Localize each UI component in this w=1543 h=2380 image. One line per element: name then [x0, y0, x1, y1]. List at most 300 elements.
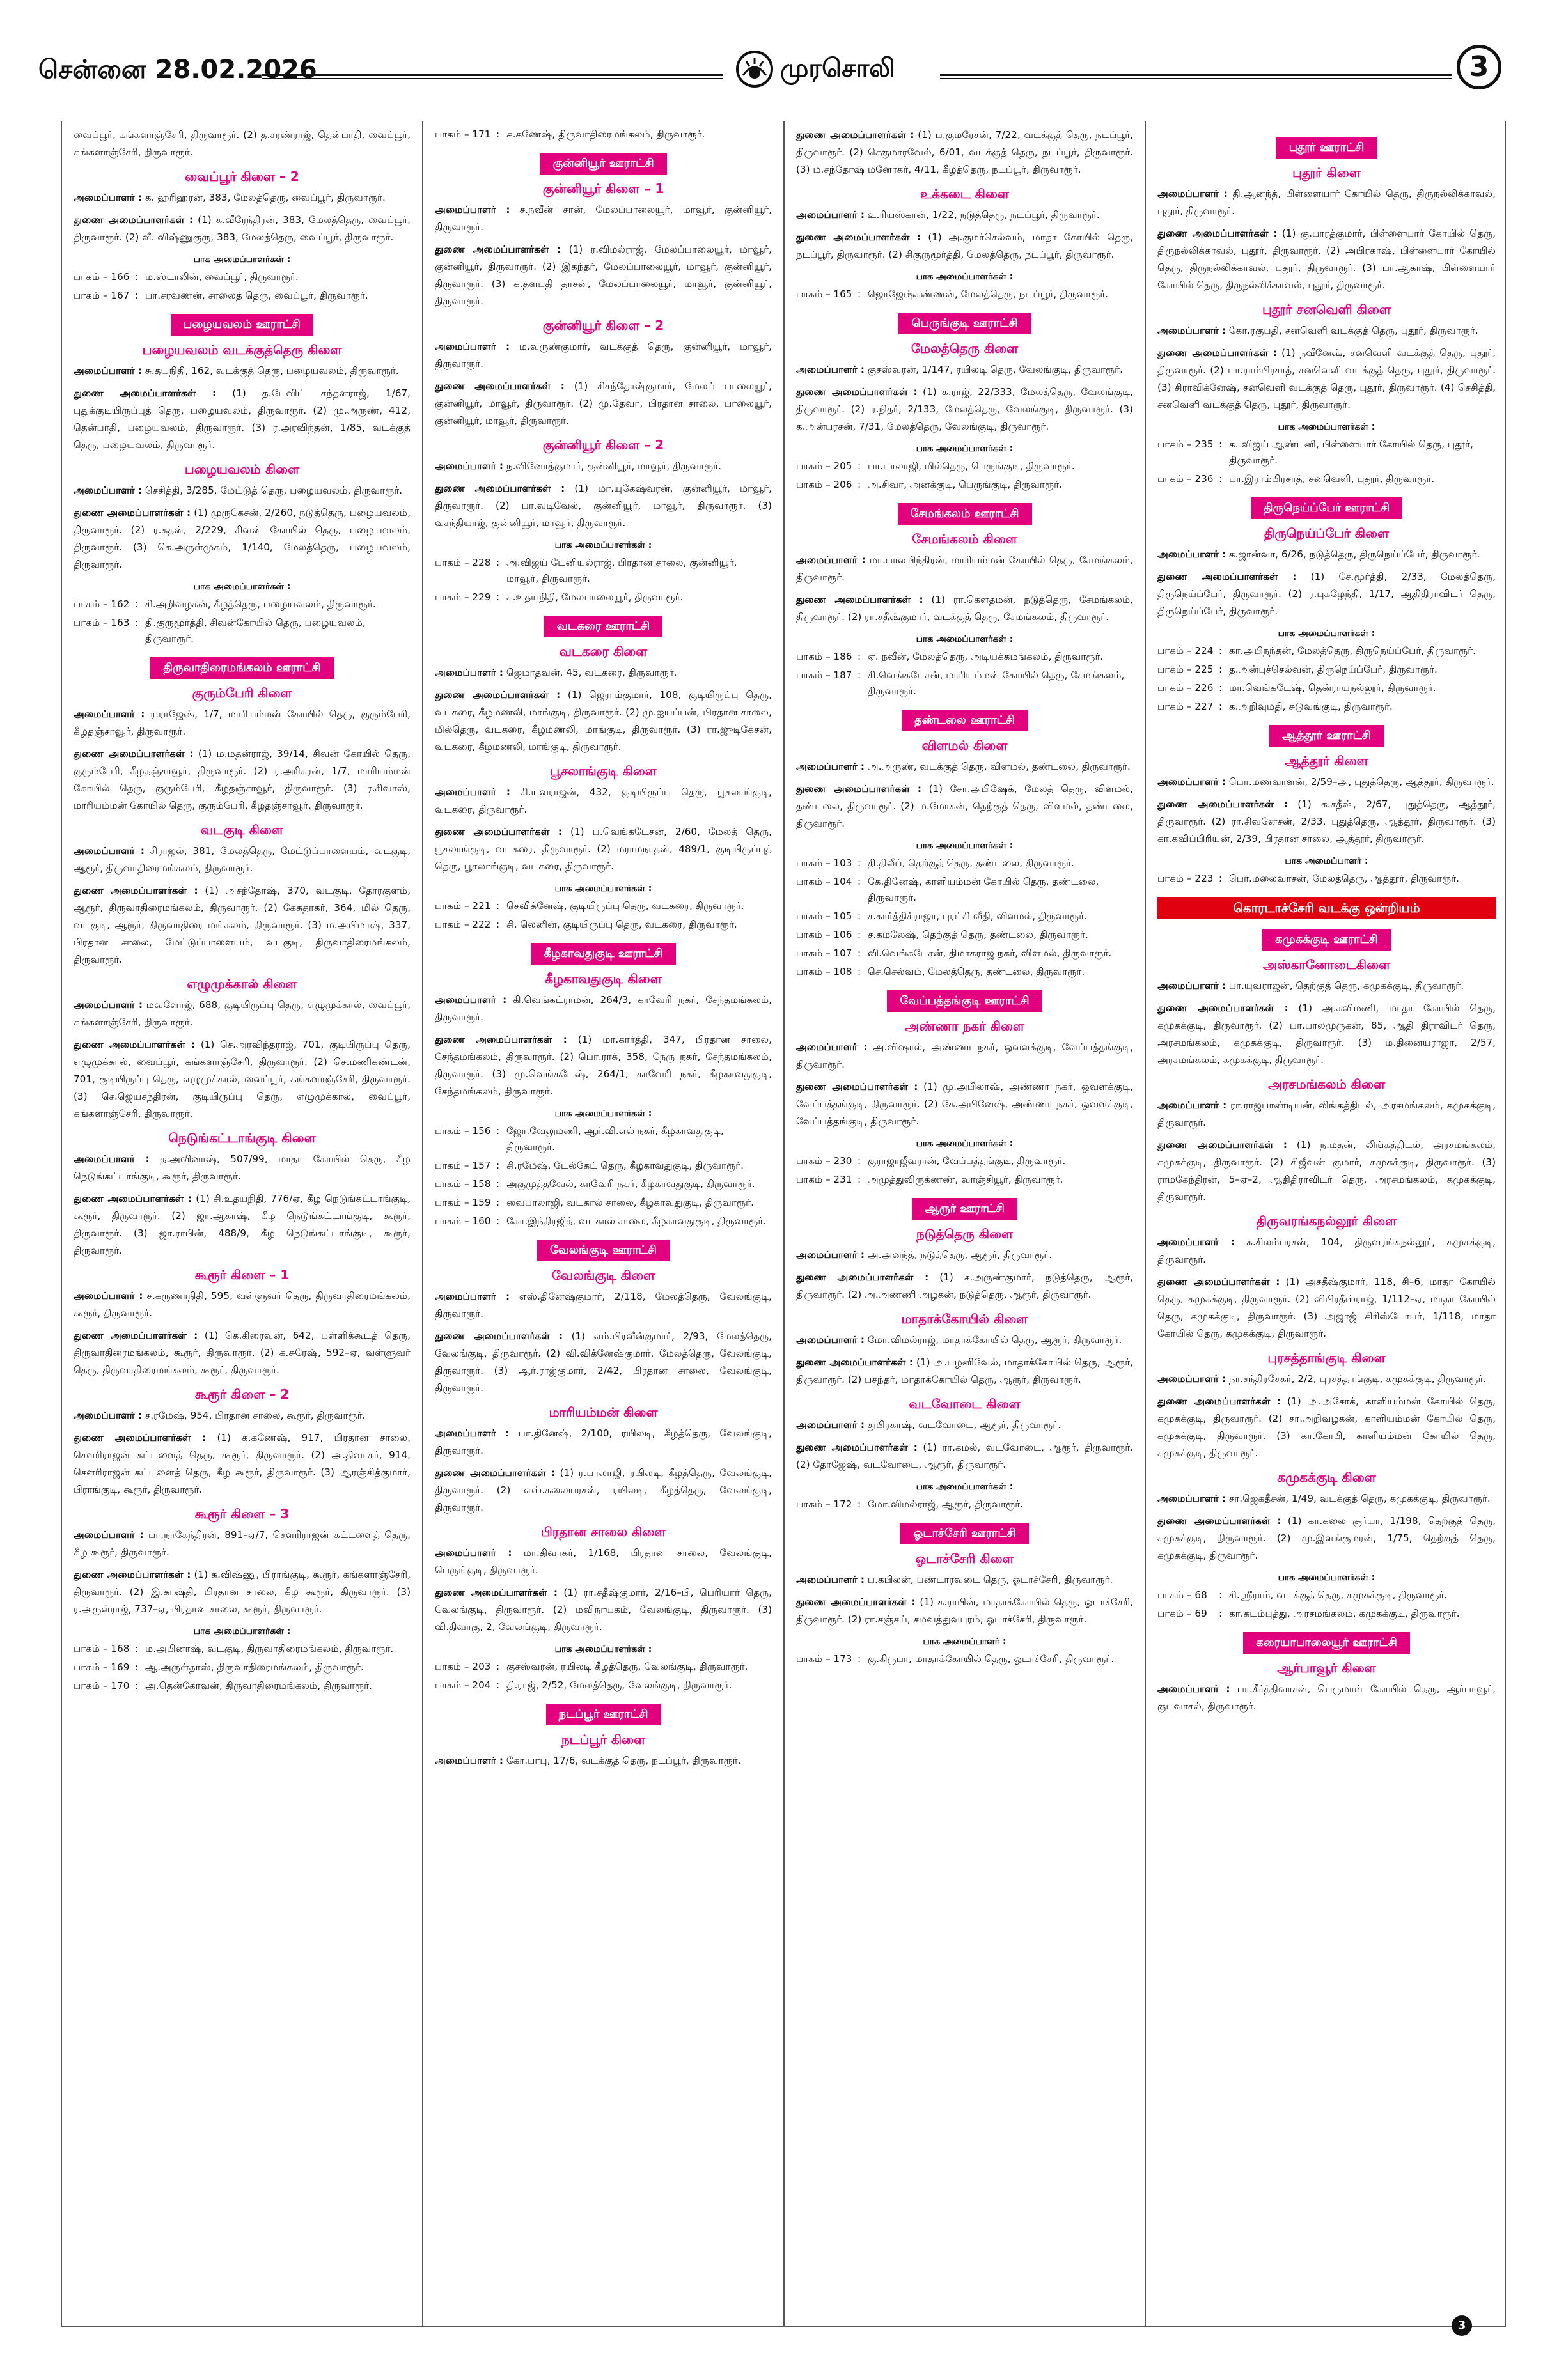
- member-details: (1) ரா.கௌதமன், நடுத்தெரு, சேமங்கலம், திருவாரூர். (2) ரா.சதீஷ்குமார், வடக்குத் தெரு, சேமங்கலம், திருவாரூர்.: [796, 594, 1133, 623]
- booth-entry: [1157, 1606, 1496, 1622]
- booth-section-heading: பாக அமைப்பாளர்கள் :: [193, 254, 291, 265]
- branch-heading: பிரதான சாலை கிளை: [540, 1524, 666, 1539]
- role-label: துணை அமைப்பாளர்கள் :: [796, 594, 923, 605]
- member-entry: [796, 1332, 1133, 1349]
- role-label: துணை அமைப்பாளர்கள் :: [74, 1432, 207, 1443]
- branch-heading: வேலங்குடி கிளை: [551, 1268, 655, 1283]
- member-entry: [435, 823, 772, 875]
- column-4: [1146, 121, 1507, 2326]
- member-entry: [74, 362, 411, 380]
- booth-entry: [796, 1651, 1133, 1667]
- member-entry: [1157, 1681, 1496, 1715]
- booth-colon: :: [496, 1178, 500, 1190]
- booth-entry: [435, 1158, 772, 1174]
- member-entry: [74, 1190, 411, 1259]
- member-entry: [796, 361, 1133, 378]
- booth-number: பாகம் – 156: [435, 1125, 491, 1137]
- role-label: துணை அமைப்பாளர்கள் :: [74, 507, 191, 518]
- member-entry: [796, 1247, 1133, 1264]
- role-label: துணை அமைப்பாளர்கள் :: [1157, 1139, 1287, 1151]
- article-grid: [61, 121, 1506, 2327]
- role-label: அமைப்பாளர் :: [435, 667, 504, 678]
- role-label: அமைப்பாளர் :: [796, 209, 865, 221]
- booth-section-heading: பாக அமைப்பாளர்கள் :: [916, 841, 1014, 851]
- booth-member: ம.அபினாஷ், வடகுடி, திருவாதிரைமங்கலம், திருவாரூர்.: [145, 1643, 394, 1654]
- booth-colon: :: [1219, 439, 1223, 450]
- booth-colon: :: [858, 651, 861, 662]
- booth-member: அமுத்துவிருக்ணண், வாஞ்சியூர், திருவாரூர்.: [868, 1174, 1063, 1185]
- booth-section-heading: பாக அமைப்பாளர்கள் :: [193, 582, 291, 592]
- member-entry: [74, 745, 411, 814]
- branch-heading: நெடுங்கட்டாங்குடி கிளை: [168, 1130, 316, 1146]
- role-label: துணை அமைப்பாளர்கள் :: [435, 1587, 558, 1598]
- booth-member: அ.தென்கோவன், திருவாதிரைமங்கலம், திருவாரூர்.: [145, 1680, 372, 1692]
- branch-heading: ஓடாச்சேரி கிளை: [915, 1551, 1014, 1566]
- member-details: (1) ஜெராம்குமார், 108, குடியிருப்பு தெரு, வடகரை, கீழமணலி, மாங்குடி, திருவாரூர். (2) மு.ஐயப்பன், பிரதான சாலை, மில்தெரு, வடகரை, கீழமணலி, மாங்குடி, திருவாரூர். (3) ரா.ஜுடிகேசன், வடகரை, கீழமணலி, மாங்குடி, திருவாரூர்.: [435, 689, 772, 752]
- member-entry: [796, 591, 1133, 626]
- booth-colon: :: [496, 1661, 500, 1672]
- booth-member: பொ.மலைவாசன், மேலத்தெரு, ஆத்தூர், திருவாரூர்.: [1229, 873, 1459, 884]
- role-label: அமைப்பாளர் :: [435, 204, 510, 215]
- role-label: அமைப்பாளர் :: [74, 485, 143, 496]
- booth-member: க.உதயநிதி, மேலபாலையூர், திருவாரூர்.: [506, 591, 684, 603]
- panchayat-banner: கீழகாவதுகுடி ஊராட்சி: [531, 943, 675, 965]
- member-entry: [435, 480, 772, 532]
- member-details: அ.விஷால், அண்ணா நகர், ஒவளக்குடி, வேப்பத்தங்குடி, திருவாரூர்.: [796, 1041, 1134, 1070]
- booth-entry: [435, 555, 772, 587]
- booth-number: பாகம் – 236: [1157, 473, 1214, 485]
- member-details: ரா.ராஜபாண்டியன், லிங்கத்திடல், அரசமங்கலம், கமுகக்குடி, திருவாரூர்.: [1157, 1100, 1496, 1128]
- booth-member: பா.சரவணன், சாலைத் தெரு, வைப்பூர், திருவாரூர்.: [145, 290, 368, 301]
- role-label: அமைப்பாளர் :: [1157, 188, 1228, 199]
- role-label: துணை அமைப்பாளர்கள் :: [435, 689, 561, 701]
- member-entry: [796, 1594, 1133, 1628]
- union-banner: கொரடாச்சேரி வடக்கு ஒன்றியம்: [1157, 897, 1496, 919]
- member-details: (1) சோ.அபிஷேக், மேலத் தெரு, விளமல், தண்டலை, திருவாரூர். (2) ம.மோகன், தெற்குத் தெரு, விளமல், தண்டலை, திருவாரூர்.: [796, 783, 1133, 829]
- member-details: ப.கபிலன், பண்டாரவடை தெரு, ஓடாச்சேரி, திருவாரூர்.: [867, 1574, 1113, 1585]
- member-details: ச.நவீன் சான், மேலப்பாலையூர், மாவூர், குன்னியூர், திருவாரூர்.: [435, 204, 772, 233]
- member-entry: [796, 1354, 1133, 1388]
- booth-member: மோ.விமல்ராஜ், ஆரூர், திருவாரூர்.: [868, 1498, 1023, 1510]
- booth-colon: :: [496, 919, 500, 930]
- booth-colon: :: [858, 460, 861, 472]
- booth-entry: [796, 855, 1133, 871]
- member-entry: [796, 1039, 1133, 1073]
- booth-colon: :: [1219, 1589, 1223, 1601]
- booth-member: ஜொஜேஷ்கண்ணன், மேலத்தெரு, நடப்பூர், திருவாரூர்.: [868, 288, 1109, 300]
- booth-member: அ.சிவா, அனக்குடி, பெருங்குடி, திருவாரூர்.: [868, 479, 1062, 490]
- member-entry: [435, 338, 772, 373]
- booth-number: பாகம் – 165: [796, 288, 852, 300]
- member-entry: [1157, 345, 1496, 414]
- booth-number: பாகம் – 235: [1157, 439, 1214, 450]
- role-label: அமைப்பாளர் :: [1157, 776, 1226, 788]
- booth-colon: :: [135, 290, 139, 301]
- booth-member: ஜோ.வேலுமணி, ஆர்.வி.எல் நகர், கீழகாவதுகுடி, திருவாரூர்.: [506, 1125, 724, 1153]
- booth-member: அ.விஜய் டேனியல்ராஜ், பிரதான சாலை, குன்னியூர், மாவூர், திருவாரூர்.: [506, 557, 737, 584]
- panchayat-banner: வேலங்குடி ஊராட்சி: [537, 1240, 670, 1261]
- member-details: மோ.விமல்ராஜ், மாதாக்கோயில் தெரு, ஆரூர், திருவாரூர்.: [867, 1334, 1122, 1346]
- booth-number: பாகம் – 159: [435, 1197, 491, 1208]
- booth-colon: :: [496, 1125, 500, 1137]
- booth-section-heading: பாக அமைப்பாளர்கள் :: [916, 1482, 1014, 1492]
- booth-colon: :: [858, 1174, 861, 1185]
- panchayat-banner: பெருங்குடி ஊராட்சி: [898, 313, 1030, 334]
- role-label: துணை அமைப்பாளர்கள் :: [1157, 1002, 1288, 1014]
- column-3: [785, 121, 1146, 2326]
- booth-colon: :: [1219, 664, 1223, 675]
- member-entry: [1157, 225, 1496, 294]
- booth-number: பாகம் – 224: [1157, 645, 1214, 657]
- role-label: அமைப்பாளர் :: [74, 1290, 143, 1302]
- role-label: அமைப்பாளர் :: [74, 1529, 144, 1541]
- branch-heading: ஆர்பாவூர் கிளை: [1277, 1660, 1376, 1676]
- member-details: (1) அசதீஷ்குமார், 118, சி–6, மாதா கோயில் தெரு, கமுகக்குடி, திருவாரூர். (2) விபிரதீஸ்ராஜ், 1/112–ஏ, மாதா கோயில் தெரு, கமுகக்குடி, திருவாரூர். (3) அஜாஜ் கிரிஸ்டோபர், 1/118, மாதா கோயில் தெரு, கமுகக்குடி, திருவாரூர்.: [1157, 1276, 1496, 1339]
- member-details: (1) அ.கவிமணி, மாதா கோயில் தெரு, கமுகக்குடி, திருவாரூர். (2) பா.பாலமுருகன், 85, ஆதி திராவிடர் தெரு, அரசமங்கலம், கமுகக்குடி, திருவாரூர். (3) ம.தினையராஜா, 2/57, அரசமங்கலம், கமுகக்குடி, திருவாரூர்.: [1157, 1002, 1496, 1066]
- booth-entry: [74, 288, 411, 304]
- booth-colon: :: [496, 128, 500, 140]
- edition-date: சென்னை 28.02.2026: [38, 55, 317, 84]
- page-header: [38, 50, 1503, 101]
- booth-entry: [1157, 699, 1496, 715]
- member-details: (1) அ.குமர்செல்வம், மாதா கோயில் தெரு, நடப்பூர், திருவாரூர். (2) சிகுருமூர்த்தி, மேலத்தெரு, நடப்பூர், திருவாரூர்.: [796, 231, 1133, 260]
- member-details: (1) ப.வெங்கடேசன், 2/60, மேலத் தெரு, பூசலாங்குடி, வடகரை, திருவாரூர். (2) மராமநாதன், 489/1, குடியிருப்புத் தெரு, பூசலாங்குடி, வடகரை, திருவாரூர்.: [435, 826, 772, 872]
- branch-heading: புதூர் சனவெளி கிளை: [1262, 302, 1391, 317]
- member-entry: [1157, 1490, 1496, 1507]
- role-label: அமைப்பாளர் :: [435, 1547, 512, 1559]
- branch-heading: குன்னியூர் கிளை – 2: [542, 318, 664, 333]
- member-entry: [74, 504, 411, 573]
- booth-colon: :: [858, 479, 861, 490]
- panchayat-banner: ஓடாச்சேரி ஊராட்சி: [900, 1523, 1029, 1544]
- booth-entry: [796, 458, 1133, 474]
- booth-number: பாகம் – 163: [74, 617, 130, 628]
- branch-heading: எழுமுக்கால் கிளை: [187, 976, 297, 992]
- booth-member: ச.கமலேஷ், தெற்குத் தெரு, தண்டலை, திருவாரூர்.: [868, 929, 1088, 940]
- member-details: க.சிலம்பரசன், 104, திருவரங்கநல்லூர், கமுகக்குடி, திருவாரூர்.: [1157, 1236, 1496, 1265]
- booth-entry: [435, 1123, 772, 1155]
- role-label: துணை அமைப்பாளர்கள் :: [796, 231, 921, 243]
- booth-section-heading: பாக அமைப்பாளர்கள் :: [193, 1626, 291, 1637]
- booth-number: பாகம் – 205: [796, 460, 852, 472]
- booth-entry: [74, 615, 411, 647]
- role-label: அமைப்பாளர் :: [435, 994, 507, 1006]
- branch-heading: குன்னியூர் கிளை – 2: [542, 437, 664, 453]
- role-label: துணை அமைப்பாளர்கள் :: [1157, 571, 1297, 582]
- booth-colon: :: [858, 1653, 861, 1665]
- member-entry: [74, 212, 411, 246]
- member-entry: [1157, 1097, 1496, 1132]
- member-details: (1) க.வீரேந்திரன், 383, மேலத்தெரு, வைப்பூர், திருவாரூர். (2) வீ. விஷ்ணுகுரு, 383, மேலத்தெரு, வைப்பூர், திருவாரூர்.: [74, 214, 411, 243]
- booth-member: கா.அபிநந்தன், மேலத்தெரு, திருநெய்ப்பேர், திருவாரூர்.: [1229, 645, 1476, 657]
- member-entry: [435, 1752, 772, 1769]
- panchayat-banner: கமுகக்குடி ஊராட்சி: [1262, 929, 1391, 951]
- member-details: (1) அ.அசோக், காளியம்மன் கோயில் தெரு, கமுகக்குடி, திருவாரூர். (2) சா.அறிவழகன், காளியம்மன் கோயில் தெரு, கமுகக்குடி, திருவாரூர். (3) கா.கோபி, காளியம்மன் கோயில் தெரு, கமுகக்குடி, திருவாரூர்.: [1157, 1396, 1496, 1459]
- booth-entry: [1157, 662, 1496, 678]
- member-entry: [74, 127, 411, 161]
- role-label: அமைப்பாளர் :: [74, 1410, 143, 1421]
- member-entry: [1157, 568, 1496, 620]
- member-details: மவளோஜ், 688, குடியிருப்பு தெரு, எழுமுக்கால், வைப்பூர், கங்களாஞ்சேரி, திருவாரூர்.: [74, 999, 411, 1028]
- member-details: (1) கா.கலை சூர்யா, 1/198, தெற்குத் தெரு, கமுகக்குடி, திருவாரூர். (2) மு.இளங்குமரன், 1/75, தெற்குத் தெரு, கமுகக்குடி, திருவாரூர்.: [1157, 1515, 1496, 1561]
- booth-colon: :: [496, 1160, 500, 1171]
- role-label: அமைப்பாளர் :: [1157, 1683, 1230, 1695]
- role-label: அமைப்பாளர் :: [1157, 980, 1226, 992]
- member-entry: [1157, 1273, 1496, 1342]
- booth-member: கு.கிருபா, மாதாக்கோயில் தெரு, ஓடாச்சேரி, திருவாரூர்.: [868, 1653, 1115, 1665]
- member-entry: [435, 1465, 772, 1516]
- branch-heading: மாரியம்மன் கிளை: [549, 1404, 658, 1420]
- booth-colon: :: [496, 1679, 500, 1691]
- booth-entry: [74, 596, 411, 612]
- booth-member: ஆ.அருள்தாஸ், திருவாதிரைமங்கலம், திருவாரூர்.: [145, 1661, 364, 1673]
- panchayat-banner: திருநெய்ப்பேர் ஊராட்சி: [1251, 497, 1402, 519]
- member-entry: [1157, 322, 1496, 339]
- member-entry: [435, 992, 772, 1026]
- booth-number: பாகம் – 106: [796, 929, 852, 940]
- member-entry: [435, 1544, 772, 1579]
- member-entry: [435, 1584, 772, 1636]
- role-label: அமைப்பாளர் :: [1157, 1373, 1226, 1385]
- booth-entry: [435, 1176, 772, 1192]
- booth-colon: :: [135, 598, 139, 610]
- member-entry: [796, 1417, 1133, 1434]
- booth-number: பாகம் – 167: [74, 290, 130, 301]
- role-label: அமைப்பாளர் :: [435, 1291, 510, 1302]
- booth-member: செவிக்னேஷ், குடியிருப்பு தெரு, வடகரை, திருவாரூர்.: [506, 900, 744, 912]
- member-details: (1) மா.யுகேஷ்வரன், குன்னியூர், மாவூர், திருவாரூர். (2) பா.வடிவேல், குன்னியூர், மாவூர், திருவாரூர். (3) வசந்தியாஜ், குன்னியூர், மாவூர், திருவாரூர்.: [435, 483, 772, 529]
- member-entry: [435, 1288, 772, 1323]
- member-details: சிராஜல், 381, மேலத்தெரு, மேட்டுப்பாளையம், வடகுடி, ஆரூர், திருவாதிரைமங்கலம், திருவாரூர்.: [74, 845, 411, 874]
- booth-entry: [1157, 1587, 1496, 1603]
- booth-number: பாகம் – 162: [74, 598, 130, 610]
- booth-colon: :: [858, 947, 861, 959]
- role-label: அமைப்பாளர் :: [796, 1574, 865, 1585]
- booth-entry: [74, 1641, 411, 1657]
- role-label: அமைப்பாளர் :: [1157, 1100, 1227, 1111]
- branch-heading: ஆத்தூர் கிளை: [1285, 753, 1368, 768]
- booth-number: பாகம் – 173: [796, 1653, 852, 1665]
- member-details: பா.கீர்த்திவாசன், பெருமாள் கோயில் தெரு, ஆர்பாவூர், குடவாசல், திருவாரூர்.: [1157, 1683, 1496, 1712]
- booth-entry: [74, 1678, 411, 1694]
- member-entry: [796, 552, 1133, 586]
- member-details: மா.பாலயிந்திரன், மாரியம்மன் கோயில் தெரு, சேமங்கலம், திருவாரூர்.: [796, 554, 1133, 583]
- page-number-badge: 3: [1457, 45, 1501, 89]
- booth-member: க. விஜய் ஆண்டனி, பிள்ளையார் கோயில் தெரு, புதூர், திருவாரூர்.: [1229, 439, 1473, 466]
- booth-section-heading: பாக அமைப்பாளர்கள் :: [916, 444, 1014, 454]
- booth-section-heading: பாக அமைப்பாளர்கள் :: [916, 272, 1014, 282]
- booth-colon: :: [496, 1215, 500, 1227]
- booth-number: பாகம் – 204: [435, 1679, 491, 1691]
- member-entry: [74, 843, 411, 877]
- booth-entry: [435, 898, 772, 914]
- member-details: (1) சிசந்தோஷ்குமார், மேலப் பாலையூர், குன்னியூர், மாவூர், திருவாரூர். (2) மு.தேவா, பிரதான சாலை, பாலையூர், குன்னியூர், மாவூர், திருவாரூர்.: [435, 380, 772, 426]
- branch-heading: பழையவலம் கிளை: [184, 462, 300, 477]
- booth-section-heading: பாக அமைப்பாளர் :: [923, 1637, 1006, 1647]
- branch-heading: அரசமங்கலம் கிளை: [1267, 1077, 1386, 1092]
- role-label: அமைப்பாளர் :: [1157, 1493, 1226, 1504]
- member-details: ச.ரமேஷ், 954, பிரதான சாலை, கூரூர், திருவாரூர்.: [145, 1410, 366, 1421]
- booth-number: பாகம் – 103: [796, 857, 852, 869]
- booth-colon: :: [858, 876, 861, 887]
- member-details: (1) அசந்தோஷ், 370, வடகுடி, தோரகுளம், ஆரூர், திருவாதிரைமங்கலம், திருவாரூர். (2) கேசுதாகர், 364, மில் தெரு, வடகுடி, ஆரூர், திருவாதிரை மங்கலம், திருவாரூர். (3) ம.அபிமாஷ், 337, பிரதான சாலை, மேட்டுப்பாளையம், வடகுடி, திருவாதிரைமங்கலம், திருவாரூர்.: [74, 885, 411, 965]
- role-label: அமைப்பாளர் :: [74, 845, 145, 857]
- role-label: அமைப்பாளர் :: [796, 1334, 865, 1346]
- booth-number: பாகம் – 228: [435, 557, 491, 568]
- booth-colon: :: [1219, 1608, 1223, 1619]
- booth-number: பாகம் – 206: [796, 479, 852, 490]
- booth-member: க.கணேஷ், திருவாதிரைமங்கலம், திருவாரூர்.: [506, 128, 705, 140]
- booth-member: குராஜாஜீவரான், வேப்பத்தங்குடி, திருவாரூர்.: [868, 1155, 1066, 1167]
- role-label: துணை அமைப்பாளர்கள் :: [74, 1039, 196, 1050]
- branch-heading: குரும்பேரி கிளை: [192, 685, 292, 701]
- role-label: துணை அமைப்பாளர்கள் :: [796, 783, 922, 795]
- booth-entry: [1157, 871, 1496, 887]
- panchayat-banner: வேப்பத்தங்குடி ஊராட்சி: [887, 990, 1042, 1012]
- member-entry: [1157, 1137, 1496, 1206]
- booth-section-heading: பாக அமைப்பாளர்கள் :: [1278, 628, 1375, 639]
- member-details: கோ.பாபு, 17/6, வடக்குத் தெரு, நடப்பூர், திருவாரூர்.: [506, 1755, 741, 1766]
- booth-member: குசஸ்வரன், ரயிலடி கீழத்தெரு, வேலங்குடி, திருவாரூர்.: [506, 1661, 748, 1672]
- booth-member: கா.கடம்புத்து, அரசமங்கலம், கமுகக்குடி, திருவாரூர்.: [1229, 1608, 1460, 1619]
- booth-entry: [1157, 680, 1496, 696]
- booth-number: பாகம் – 221: [435, 900, 491, 912]
- member-entry: [1157, 1000, 1496, 1069]
- role-label: துணை அமைப்பாளர்கள் :: [796, 129, 914, 141]
- booth-number: பாகம் – 69: [1157, 1608, 1207, 1619]
- member-details: ச.கருணாநிதி, 595, வள்ளுவர் தெரு, திருவாதிரைமங்கலம், கூரூர், திருவாரூர்.: [74, 1290, 411, 1319]
- booth-colon: :: [1219, 873, 1223, 884]
- booth-entry: [796, 649, 1133, 665]
- member-entry: [435, 1031, 772, 1100]
- member-details: (1) எம்.பிரவீன்குமார், 2/93, மேலத்தெரு, வேலங்குடி, திருவாரூர். (2) வி.விக்னேஷ்குமார், மேலத்தெரு, வேலங்குடி, திருவாரூர். (3) ஆர்.ராஜ்குமார், 2/42, பிரதான சாலை, வேலங்குடி, திருவாரூர்.: [435, 1330, 772, 1394]
- header-rule-right: [940, 74, 1452, 79]
- member-entry: [796, 229, 1133, 263]
- member-entry: [435, 687, 772, 756]
- member-details: (1) க.சதீஷ், 2/67, புதுத்தெரு, ஆத்தூர், திருவாரூர். (2) ரா.சிவனேசன், 2/33, புதுத்தெரு, ஆத்தூர், திருவாரூர். (3) கா.கவிப்பிரியன், 2/39, பிரதான சாலை, ஆத்தூர், திருவாரூர்.: [1157, 798, 1496, 844]
- booth-number: பாகம் – 203: [435, 1661, 491, 1672]
- member-details: (1) ந.மதன், லிங்கத்திடல், அரசமங்கலம், கமுகக்குடி, திருவாரூர். (2) சிஜீவன் குமார், கமுகக்குடி, திருவாரூர். (3) ராமகேந்திரன், 5–ஏ–2, ஆதிதிராவிடர் தெரு, அரசமங்கலம், கமுகக்குடி, திருவாரூர்.: [1157, 1139, 1496, 1202]
- booth-number: பாகம் – 169: [74, 1661, 130, 1673]
- booth-section-heading: பாக அமைப்பாளர் :: [1285, 856, 1368, 866]
- booth-member: கி.வெங்கடேசன், மாரியம்மன் கோயில் தெரு, சேமங்கலம், திருவாரூர்.: [868, 669, 1125, 697]
- booth-entry: [1157, 643, 1496, 659]
- branch-heading: நடப்பூர் கிளை: [561, 1732, 646, 1747]
- booth-section-heading: பாக அமைப்பாளர்கள் :: [916, 634, 1014, 644]
- branch-heading: வைப்பூர் கிளை – 2: [185, 169, 299, 184]
- member-entry: [74, 189, 411, 206]
- member-entry: [74, 1429, 411, 1498]
- branch-heading: விளமல் கிளை: [921, 738, 1008, 753]
- member-entry: [74, 706, 411, 740]
- role-label: அமைப்பாளர் :: [74, 365, 143, 377]
- member-entry: [1157, 977, 1496, 995]
- member-entry: [1157, 546, 1496, 563]
- panchayat-banner: பழையவலம் ஊராட்சி: [171, 314, 313, 336]
- booth-number: பாகம் – 108: [796, 966, 852, 977]
- booth-colon: :: [858, 910, 861, 922]
- booth-entry: [796, 1172, 1133, 1188]
- branch-heading: கூரூர் கிளை – 3: [194, 1506, 290, 1521]
- role-label: துணை அமைப்பாளர்கள் :: [435, 380, 565, 392]
- booth-entry: [796, 477, 1133, 493]
- member-entry: [796, 758, 1133, 775]
- role-label: துணை அமைப்பாளர்கள் :: [74, 1330, 198, 1341]
- member-details: வைப்பூர், கங்களாஞ்சேரி, திருவாரூர். (2) த.சரண்ராஜ், தென்பாதி, வைப்பூர், கங்களாஞ்சேரி, திருவாரூர்.: [74, 129, 411, 158]
- role-label: துணை அமைப்பாளர்கள் :: [74, 885, 198, 896]
- role-label: துணை அமைப்பாளர்கள் :: [435, 1330, 563, 1342]
- booth-colon: :: [496, 557, 500, 568]
- member-details: (1) மா.கார்த்தி, 347, பிரதான சாலை, சேந்தமங்கலம், திருவாரூர். (2) பொ.ராக், 358, நேரு நகர், சேந்தமங்கலம், திருவாரூர். (3) மு.வெங்கடேஷ், 264/1, காவேரி நகர், கீழகாவதுகுடி, சேந்தமங்கலம், திருவாரூர்.: [435, 1034, 772, 1097]
- role-label: துணை அமைப்பாளர்கள் :: [435, 244, 561, 255]
- booth-member: வைபாலாஜி, வடகால் சாலை, கீழகாவதுகுடி, திருவாரூர்.: [506, 1197, 754, 1208]
- member-details: எஸ்.தினேஷ்குமார், 2/118, மேலத்தெரு, வேலங்குடி, திருவாரூர்.: [435, 1291, 772, 1319]
- role-label: அமைப்பாளர் :: [435, 1427, 510, 1439]
- member-details: பொ.மணவாளன், 2/59–அ, புதுத்தெரு, ஆத்தூர், திருவாரூர்.: [1228, 776, 1494, 788]
- member-entry: [74, 997, 411, 1031]
- role-label: துணை அமைப்பாளர்கள் :: [1157, 347, 1278, 359]
- role-label: அமைப்பாளர் :: [74, 708, 145, 720]
- booth-entry: [435, 917, 772, 933]
- member-details: (1) அ.பழனிவேல், மாதாக்கோயில் தெரு, ஆரூர், திருவாரூர். (2) பசந்தர், மாதாக்கோயில் தெரு, ஆரூர், திருவாரூர்.: [796, 1357, 1133, 1385]
- booth-entry: [435, 1659, 772, 1675]
- role-label: துணை அமைப்பாளர்கள் :: [796, 1272, 929, 1283]
- role-label: அமைப்பாளர் :: [435, 1755, 504, 1766]
- member-entry: [435, 458, 772, 475]
- role-label: துணை அமைப்பாளர்கள் :: [435, 483, 565, 494]
- booth-colon: :: [135, 271, 139, 283]
- branch-heading: கமுகக்குடி கிளை: [1277, 1470, 1376, 1485]
- booth-number: பாகம் – 157: [435, 1160, 491, 1171]
- branch-heading: பழையவலம் வடக்குத்தெரு கிளை: [142, 342, 342, 357]
- member-details: (1) செ.அரவிந்தராஜ், 701, குடியிருப்பு தெரு, எழுமுக்கால், வைப்பூர், கங்களாஞ்சேரி, திருவாரூர். (2) செ.மணிகண்டன், 701, குடியிருப்பு தெரு, எழுமுக்கால், வைப்பூர், கங்களாஞ்சேரி, திருவாரூர். (3) செ.ஜெயசந்திரன், குடியிருப்பு தெரு, எழுமுக்கால், வைப்பூர், கங்களாஞ்சேரி, திருவாரூர்.: [74, 1039, 411, 1119]
- booth-member: சி.ஸ்ரீராம், வடக்குத் தெரு, கமுகக்குடி, திருவாரூர்.: [1229, 1589, 1448, 1601]
- role-label: அமைப்பாளர் :: [1157, 548, 1226, 560]
- booth-colon: :: [135, 1643, 139, 1654]
- branch-heading: புரசத்தாங்குடி கிளை: [1267, 1350, 1386, 1365]
- booth-number: பாகம் – 104: [796, 876, 852, 887]
- role-label: துணை அமைப்பாளர்கள் :: [1157, 228, 1278, 239]
- panchayat-banner: ஆத்தூர் ஊராட்சி: [1269, 725, 1384, 747]
- role-label: துணை அமைப்பாளர்கள் :: [1157, 1515, 1281, 1527]
- role-label: துணை அமைப்பாளர்கள் :: [796, 1081, 918, 1093]
- member-details: நா.சந்திரசேகர், 2/2, புரசத்தாங்குடி, கமுகக்குடி, திருவாரூர்.: [1228, 1373, 1487, 1385]
- booth-section-heading: பாக அமைப்பாளர்கள் :: [554, 1644, 652, 1654]
- member-entry: [74, 1566, 411, 1618]
- booth-member: பா.இராம்பிரசாத், சனவெளி, புதூர், திருவாரூர்.: [1229, 473, 1435, 485]
- booth-number: பாகம் – 231: [796, 1174, 852, 1185]
- booth-number: பாகம் – 166: [74, 271, 130, 283]
- member-entry: [796, 1439, 1133, 1474]
- member-entry: [796, 1078, 1133, 1130]
- role-label: அமைப்பாளர் :: [796, 1249, 865, 1261]
- booth-colon: :: [1219, 682, 1223, 694]
- member-entry: [435, 1328, 772, 1397]
- member-entry: [796, 1571, 1133, 1589]
- member-details: தி.ஆனந்த், பிள்ளையார் கோயில் தெரு, திருநல்லிக்காவல், புதூர், திருவாரூர்.: [1157, 188, 1496, 217]
- member-entry: [74, 1151, 411, 1185]
- member-entry: [74, 1036, 411, 1123]
- member-details: கோ.ரகுபதி, சனவெளி வடக்குத் தெரு, புதூர், திருவாரூர்.: [1228, 325, 1478, 336]
- booth-member: ம.ஸ்டாலின், வைப்பூர், திருவாரூர்.: [145, 271, 299, 283]
- role-label: துணை அமைப்பாளர்கள் :: [435, 1034, 567, 1045]
- role-label: அமைப்பாளர் :: [796, 1041, 868, 1053]
- booth-member: ச.கார்த்திக்ராஜா, புரட்சி வீதி, விளமல், திருவாரூர்.: [868, 910, 1087, 922]
- booth-member: வி.வெங்கடேசன், திமாகராஜ நகர், விளமல், திருவாரூர்.: [868, 947, 1112, 959]
- branch-heading: புதூர் கிளை: [1292, 165, 1361, 180]
- member-details: (1) நவீனேஷ், சனவெளி வடக்குத் தெரு, புதூர், திருவாரூர். (2) பா.ராம்பிரசாத், சனவெளி வடக்குத் தெரு, புதூர், திருவாரூர். (3) சிராவிக்னேஷ், சனவெளி வடக்குத் தெரு, புதூர், திருவாரூர். (4) செசித்தி, சனவெளி வடக்குத் தெரு, புதூர், திருவாரூர்.: [1157, 347, 1496, 410]
- panchayat-banner: திருவாதிரைமங்கலம் ஊராட்சி: [150, 657, 333, 679]
